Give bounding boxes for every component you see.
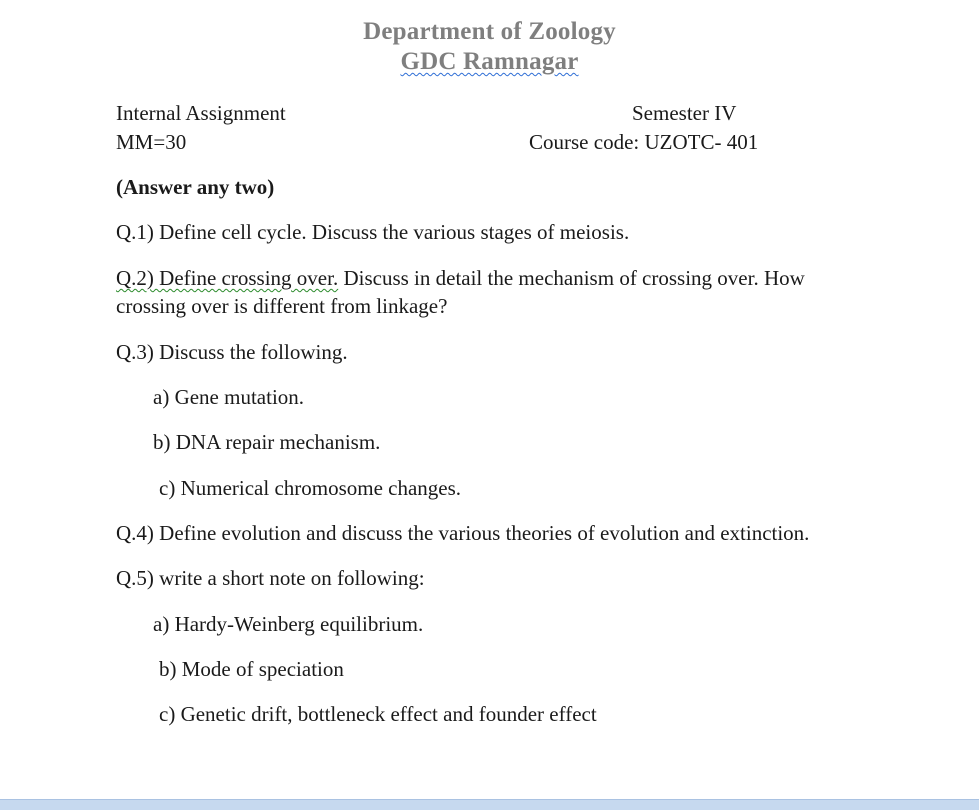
question-5-c: c) Genetic drift, bottleneck effect and founder effect — [159, 702, 597, 726]
college-title — [0, 48, 979, 76]
window-bottom-bar — [0, 799, 979, 810]
question-3-c: c) Numerical chromosome changes. — [159, 476, 462, 500]
instruction-text: (Answer any two) — [116, 175, 275, 199]
max-marks-label: MM=30 — [116, 130, 187, 154]
question-5-a: a) Hardy-Weinberg equilibrium. — [153, 612, 424, 636]
question-1: Q.1) Define cell cycle. Discuss the various stages of meiosis. — [116, 220, 630, 244]
assignment-label: Internal Assignment — [116, 101, 286, 125]
question-2-line-1 — [116, 265, 805, 291]
question-5: Q.5) write a short note on following: — [116, 566, 425, 590]
question-2-rest: Discuss in detail the mechanism of crossing over. How — [338, 266, 805, 290]
question-3: Q.3) Discuss the following. — [116, 340, 348, 364]
college-name: GDC Ramnagar — [400, 48, 579, 75]
question-2-line-2: crossing over is different from linkage? — [116, 294, 448, 318]
question-4: Q.4) Define evolution and discuss the various theories of evolution and extinction. — [116, 521, 810, 545]
department-title: Department of Zoology — [363, 18, 616, 45]
question-3-b: b) DNA repair mechanism. — [153, 430, 381, 454]
question-5-b: b) Mode of speciation — [159, 657, 344, 681]
question-3-a: a) Gene mutation. — [153, 385, 305, 409]
question-2-prefix: Q.2) Define crossing over. — [116, 266, 339, 290]
semester-label: Semester IV — [632, 101, 737, 125]
course-code-label: Course code: UZOTC- 401 — [529, 130, 759, 154]
